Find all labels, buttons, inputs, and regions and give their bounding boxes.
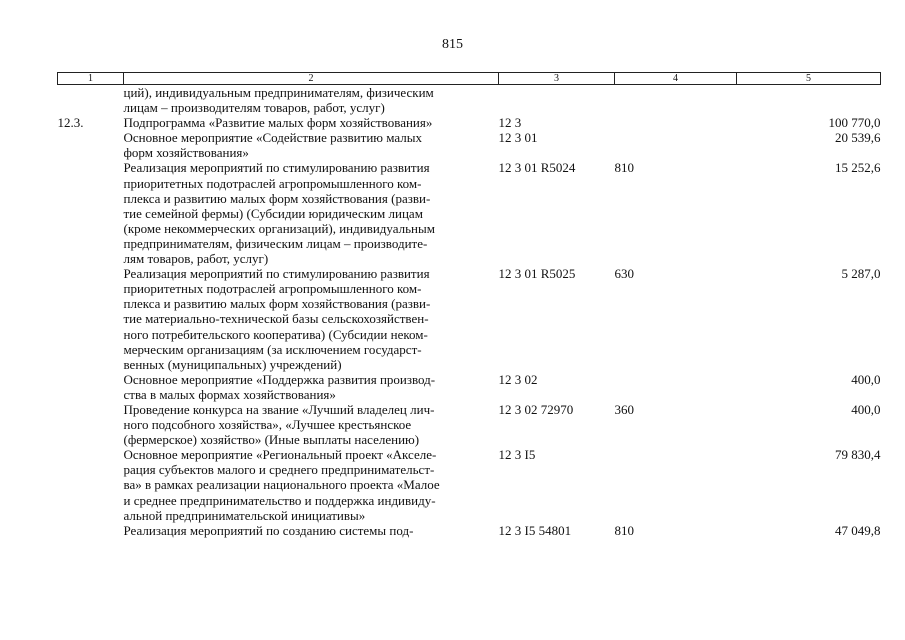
description-line: Реализация мероприятий по стимулированию развития — [123, 160, 430, 176]
target-article-code: 12 3 02 72970 — [498, 401, 574, 417]
expense-type-code — [615, 85, 737, 116]
row-description — [124, 130, 499, 160]
row-number — [58, 372, 124, 402]
table-row — [58, 447, 881, 522]
row-number — [58, 447, 124, 522]
target-article-code: 12 3 I5 54801 — [498, 522, 572, 538]
description-line: рация субъектов малого и среднего предпринимательст- — [123, 462, 435, 478]
amount: 15 252,6 — [835, 160, 881, 176]
table-row — [58, 523, 881, 538]
description-line: ного подсобного хозяйства», «Лучшее крестьянское — [123, 417, 412, 433]
description-line: лям товаров, работ, услуг) — [123, 251, 269, 267]
row-number — [58, 85, 124, 116]
description-line: Реализация мероприятий по созданию системы под- — [123, 522, 414, 538]
target-article-code: 12 3 01 R5024 — [498, 160, 576, 176]
description-line: лицам – производителям товаров, работ, услуг) — [123, 100, 385, 116]
amount: 20 539,6 — [835, 130, 881, 146]
expense-type-code: 810 — [614, 522, 634, 538]
description-line: (кроме некоммерческих организаций), индивидуальным — [123, 220, 435, 236]
table-row — [58, 372, 881, 402]
description-line: Основное мероприятие «Содействие развитию малых — [123, 130, 422, 146]
target-article-code: 12 3 02 — [498, 371, 538, 387]
table-row — [58, 402, 881, 447]
page-number: 815 — [442, 37, 463, 52]
table-row — [58, 85, 881, 116]
table-row — [58, 130, 881, 160]
row-description — [124, 372, 499, 402]
amount — [737, 85, 881, 116]
description-line: Проведение конкурса на звание «Лучший владелец лич- — [123, 401, 435, 417]
description-line: тие семейной фермы) (Субсидии юридическим лицам — [123, 205, 423, 221]
description-line: Реализация мероприятий по стимулированию развития — [123, 266, 430, 282]
description-line: Основное мероприятие «Региональный проект «Акселе- — [123, 447, 437, 463]
table-row — [58, 115, 881, 130]
expense-type-code: 810 — [614, 160, 634, 176]
description-line: приоритетных подотраслей агропромышленного ком- — [123, 175, 422, 191]
row-description — [124, 115, 499, 130]
column-header-5: 5 — [737, 73, 881, 85]
description-line: приоритетных подотраслей агропромышленного ком- — [123, 281, 422, 297]
amount: 79 830,4 — [835, 447, 881, 463]
column-header-2: 2 — [124, 73, 499, 85]
expense-type-code: 630 — [614, 266, 634, 282]
row-description — [124, 266, 499, 372]
expense-type-code — [615, 130, 737, 160]
expense-type-code: 360 — [614, 401, 634, 417]
amount: 400,0 — [851, 371, 881, 387]
table-row — [58, 266, 881, 372]
expense-type-code — [615, 115, 737, 130]
row-number: 12.3. — [57, 115, 84, 131]
column-header-1: 1 — [58, 73, 124, 85]
description-line: альной предпринимательской инициативы» — [123, 507, 366, 523]
column-header-4: 4 — [615, 73, 737, 85]
row-description — [124, 85, 499, 116]
target-article-code — [499, 85, 615, 116]
description-line: форм хозяйствования» — [123, 145, 249, 161]
row-number — [58, 160, 124, 266]
row-number — [58, 402, 124, 447]
description-line: мерческим организациям (за исключением государст- — [123, 341, 422, 357]
column-header-3: 3 — [499, 73, 615, 85]
budget-table — [57, 72, 881, 538]
row-description — [124, 523, 499, 538]
description-line: (фермерское) хозяйство» (Иные выплаты населению) — [123, 432, 420, 448]
description-line: ва» в рамках реализации национального проекта «Малое — [123, 477, 440, 493]
amount: 100 770,0 — [828, 115, 881, 131]
description-line: тие материально-технической базы сельскохозяйствен- — [123, 311, 429, 327]
target-article-code: 12 3 I5 — [498, 447, 536, 463]
row-number — [58, 266, 124, 372]
header-row — [58, 73, 881, 85]
expense-type-code — [615, 372, 737, 402]
description-line: плекса и развитию малых форм хозяйствования (разви- — [123, 190, 431, 206]
description-line: и среднее предпринимательство и поддержка индивиду- — [123, 492, 436, 508]
table-row — [58, 160, 881, 266]
target-article-code: 12 3 01 R5025 — [498, 266, 576, 282]
description-line: предпринимателям, физическим лицам – производите- — [123, 235, 428, 251]
description-line: Основное мероприятие «Поддержка развития производ- — [123, 371, 436, 387]
description-line: венных (муниципальных) учреждений) — [123, 356, 342, 372]
row-description — [124, 402, 499, 447]
row-number — [58, 523, 124, 538]
row-number — [58, 130, 124, 160]
amount: 5 287,0 — [841, 266, 881, 282]
row-description — [124, 447, 499, 522]
description-line: ного потребительского кооператива) (Субсидии неком- — [123, 326, 428, 342]
target-article-code: 12 3 01 — [498, 130, 538, 146]
description-line: Подпрограмма «Развитие малых форм хозяйствования» — [123, 115, 433, 131]
description-line: плекса и развитию малых форм хозяйствования (разви- — [123, 296, 431, 312]
description-line: ства в малых формах хозяйствования» — [123, 386, 336, 402]
description-line: ций), индивидуальным предпринимателям, физическим — [123, 85, 434, 100]
row-description — [124, 160, 499, 266]
amount: 47 049,8 — [835, 522, 881, 538]
target-article-code: 12 3 — [498, 115, 522, 131]
expense-type-code — [615, 447, 737, 522]
amount: 400,0 — [851, 401, 881, 417]
